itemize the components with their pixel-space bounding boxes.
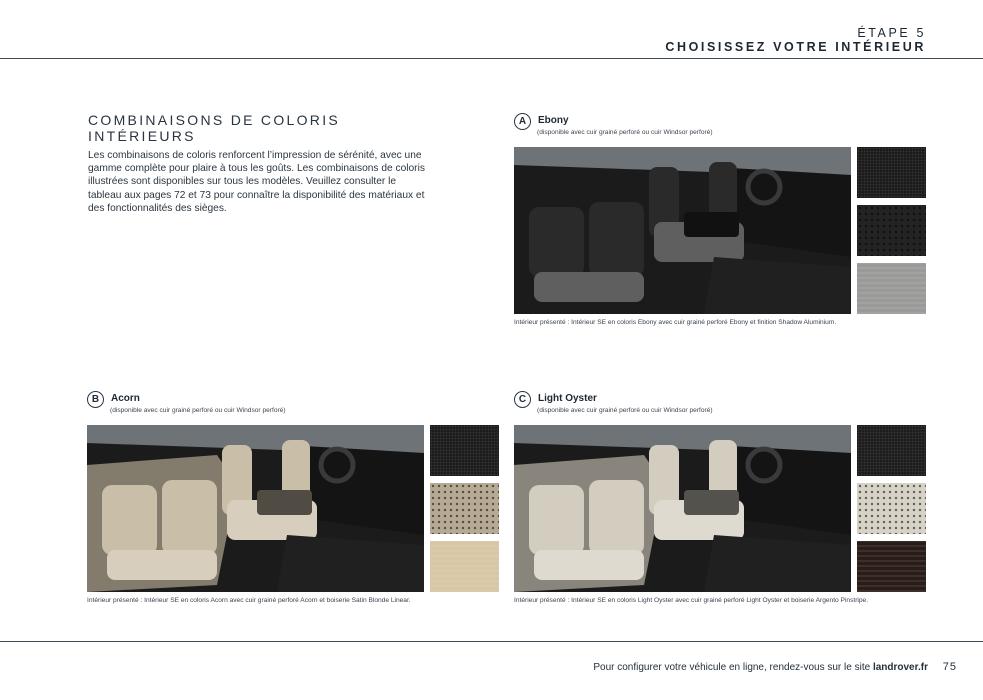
option-b-swatch-leather [430,425,499,476]
header-rule [0,58,983,59]
option-b-name: Acorn [111,393,140,404]
interior-illustration [514,147,851,314]
option-a-swatch-trim [857,263,926,314]
option-b-swatch-trim [430,541,499,592]
option-a-block [514,113,926,326]
option-a-swatch-leather [857,147,926,198]
option-c-swatch-trim [857,541,926,592]
page-header [665,26,926,54]
footer-rule [0,641,983,642]
option-b-header [87,391,499,419]
option-c-header [514,391,926,419]
step-label: ÉTAPE 5 [857,26,926,40]
intro-heading: COMBINAISONS DE COLORIS INTÉRIEURS [88,112,341,144]
step-title: CHOISISSEZ VOTRE INTÉRIEUR [665,40,926,54]
option-b-badge: B [87,391,104,408]
page-number: 75 [942,661,957,673]
option-c-swatch-perforated [857,483,926,534]
option-b-swatch-perforated [430,483,499,534]
option-c-name: Light Oyster [538,393,597,404]
option-a-swatch-perforated [857,205,926,256]
option-c-availability: (disponible avec cuir grainé perforé ou cuir Windsor perforé) [537,407,713,414]
option-b-caption: Intérieur présenté : Intérieur SE en coloris Acorn avec cuir grainé perforé Acorn et boiserie Satin Blonde Linear. [87,597,411,604]
option-a-header [514,113,926,141]
option-c-swatch-leather [857,425,926,476]
footer-site-link[interactable]: landrover.fr [872,662,928,673]
option-b-block [87,391,499,604]
option-a-interior-photo [514,147,851,314]
option-c-badge: C [514,391,531,408]
option-c-block [514,391,926,604]
interior-illustration [514,425,851,592]
option-c-interior-photo [514,425,851,592]
intro-section [88,112,428,215]
option-a-badge: A [514,113,531,130]
option-b-interior-photo [87,425,424,592]
option-a-caption: Intérieur présenté : Intérieur SE en coloris Ebony avec cuir grainé perforé Ebony et finition Shadow Aluminium. [514,319,837,326]
intro-body: Les combinaisons de coloris renforcent l’impression de sérénité, avec une gamme complète pour plaire à tous les goûts. Les combinaisons de coloris illustrées sont disponibles sur tous les modèles. Veuillez consulter le tableau aux pages 72 et 73 pour connaître la disponibilité des matériaux et des fonctionnalités des sièges. [88,150,425,214]
footer-text: Pour configurer votre véhicule en ligne, rendez-vous sur le site [593,662,871,673]
option-a-availability: (disponible avec cuir grainé perforé ou cuir Windsor perforé) [537,129,713,136]
option-c-caption: Intérieur présenté : Intérieur SE en coloris Light Oyster avec cuir grainé perforé Light Oyster et boiserie Argento Pinstripe. [514,597,869,604]
interior-illustration [87,425,424,592]
page-footer [593,661,957,673]
option-b-availability: (disponible avec cuir grainé perforé ou cuir Windsor perforé) [110,407,286,414]
option-a-name: Ebony [538,115,569,126]
